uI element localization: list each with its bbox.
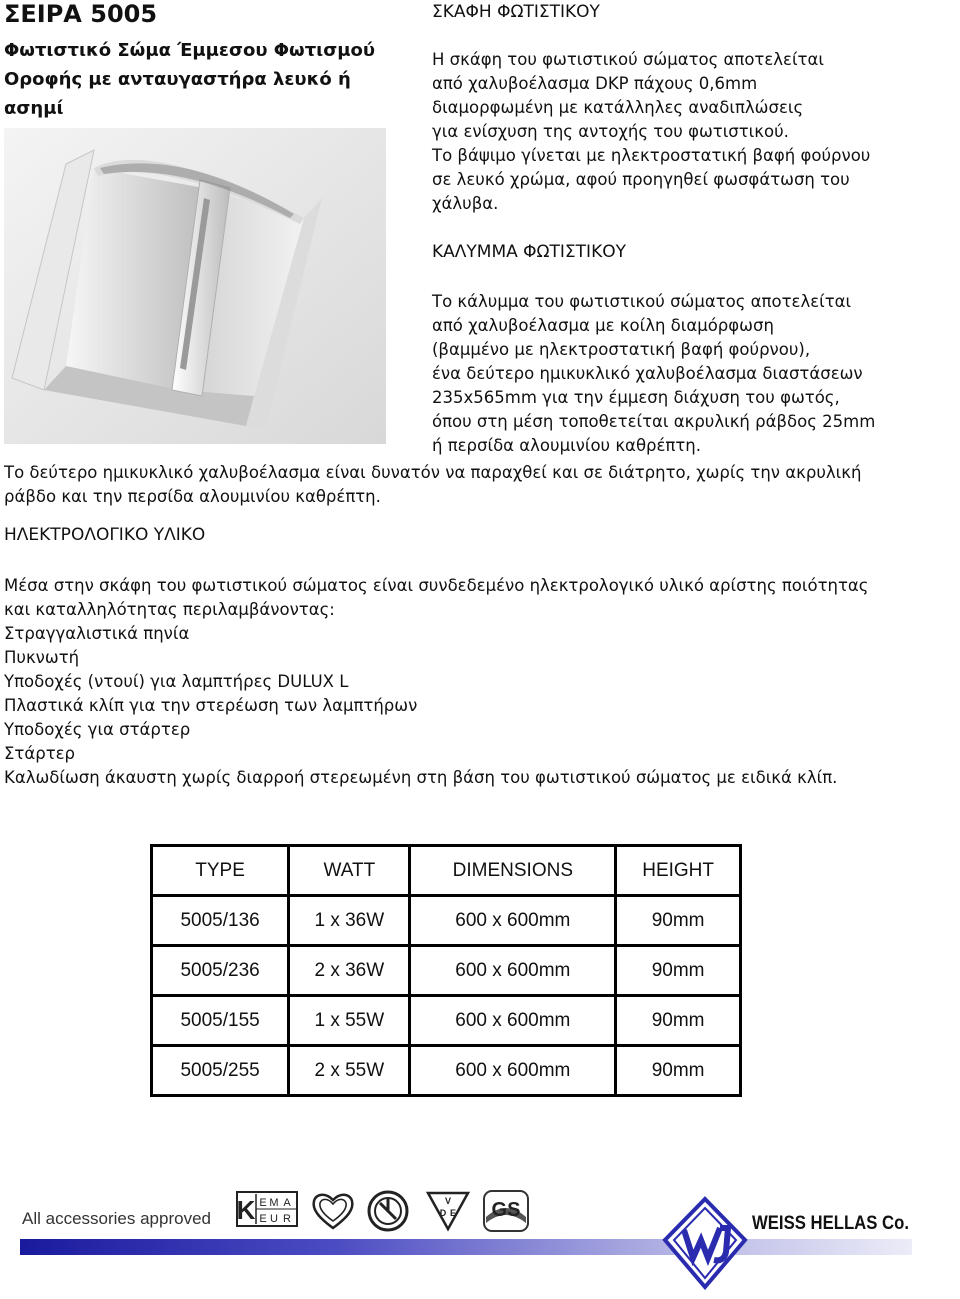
- cell-height: 90mm: [616, 946, 741, 996]
- cell-watt: 1 x 55W: [289, 996, 410, 1046]
- list-item: Υποδοχές (ντουί) για λαμπτήρες DULUX L: [4, 672, 349, 691]
- column-header-watt: WATT: [289, 846, 410, 896]
- perforated-note: [4, 461, 960, 509]
- kema-letter: K: [236, 1195, 256, 1225]
- round-cert-icon: [366, 1189, 410, 1233]
- cover-section-text: [432, 290, 952, 458]
- kema-letter: A: [283, 1197, 291, 1209]
- kema-letter: U: [270, 1213, 278, 1225]
- page-title: ΣΕΙΡΑ 5005: [4, 0, 158, 28]
- cell-height: 90mm: [616, 896, 741, 946]
- text-line: χάλυβα.: [432, 194, 499, 213]
- table-row: [152, 996, 741, 1046]
- column-header-dimensions: DIMENSIONS: [410, 846, 616, 896]
- list-item: Υποδοχές για στάρτερ: [4, 720, 191, 739]
- kema-logo: [236, 1191, 298, 1227]
- cell-type: 5005/255: [152, 1046, 289, 1096]
- gs-cert-icon: [482, 1189, 530, 1233]
- vde-cert-icon: [424, 1189, 472, 1233]
- cell-dimensions: 600 x 600mm: [410, 946, 616, 996]
- cover-section-heading: ΚΑΛΥΜΜΑ ΦΩΤΙΣΤΙΚΟΥ: [432, 242, 626, 262]
- footer-gradient-bar: [20, 1239, 912, 1255]
- text-line: ένα δεύτερο ημικυκλικό χαλυβοέλασμα διαστάσεων: [432, 364, 863, 383]
- list-item: Πλαστικά κλίπ για την στερέωση των λαμπτήρων: [4, 696, 418, 715]
- cell-watt: 2 x 36W: [289, 946, 410, 996]
- approval-text: All accessories approved: [22, 1209, 211, 1228]
- table-header-row: [152, 846, 741, 896]
- brand-name: WEISS HELLAS Co.: [752, 1213, 909, 1234]
- text-line: ράβδο και την περσίδα αλουμινίου καθρέπτη.: [4, 487, 381, 506]
- cell-dimensions: 600 x 600mm: [410, 896, 616, 946]
- cell-height: 90mm: [616, 996, 741, 1046]
- list-item: Στραγγαλιστικά πηνία: [4, 624, 190, 643]
- product-subtitle: Φωτιστικό Σώμα Έμμεσου Φωτισμού Οροφής με ανταυγαστήρα λευκό ή ασημί: [4, 40, 375, 119]
- body-section-text: [432, 48, 952, 216]
- text-line: Το κάλυμμα του φωτιστικού σώματος αποτελείται: [432, 292, 852, 311]
- text-line: για ενίσχυση της αντοχής του φωτιστικού.: [432, 122, 789, 141]
- spec-table: [150, 844, 742, 1097]
- list-item: Στάρτερ: [4, 744, 76, 763]
- electrical-section-heading: ΗΛΕΚΤΡΟΛΟΓΙΚΟ ΥΛΙΚΟ: [4, 525, 206, 545]
- kema-letter: R: [283, 1213, 291, 1225]
- vde-letter: D: [439, 1208, 447, 1218]
- text-line: όπου στη μέση τοποθετείται ακρυλική ράβδος 25mm: [432, 412, 876, 431]
- cell-dimensions: 600 x 600mm: [410, 1046, 616, 1096]
- text-line: διαμορφωμένη με κατάλληλες αναδιπλώσεις: [432, 98, 804, 117]
- text-line: από χαλυβοέλασμα DKP πάχους 0,6mm: [432, 74, 758, 93]
- column-header-type: TYPE: [152, 846, 289, 896]
- kema-letter: E: [259, 1213, 267, 1225]
- kema-letter: E: [259, 1197, 267, 1209]
- text-line: 235x565mm για την έμμεση διάχυση του φωτός,: [432, 388, 840, 407]
- column-header-height: HEIGHT: [616, 846, 741, 896]
- list-item: Πυκνωτή: [4, 648, 80, 667]
- vde-letter: E: [449, 1208, 457, 1218]
- text-line: (βαμμένο με ηλεκτροστατική βαφή φούρνου),: [432, 340, 811, 359]
- text-line: από χαλυβοέλασμα με κοίλη διαμόρφωση: [432, 316, 774, 335]
- text-line: σε λευκό χρώμα, αφού προηγηθεί φωσφάτωση του: [432, 170, 850, 189]
- table-row: [152, 946, 741, 996]
- cell-watt: 2 x 55W: [289, 1046, 410, 1096]
- text-line: Η σκάφη του φωτιστικού σώματος αποτελείται: [432, 50, 824, 69]
- vde-letter: V: [444, 1196, 452, 1206]
- cell-type: 5005/236: [152, 946, 289, 996]
- gs-letters: GS: [491, 1199, 521, 1221]
- cell-height: 90mm: [616, 1046, 741, 1096]
- cell-dimensions: 600 x 600mm: [410, 996, 616, 1046]
- cell-type: 5005/136: [152, 896, 289, 946]
- heart-cert-icon: [310, 1191, 356, 1231]
- kema-letter: M: [269, 1197, 279, 1209]
- product-photo: [4, 128, 386, 444]
- text-line: Το δεύτερο ημικυκλικό χαλυβοέλασμα είναι δυνατόν να παραχθεί και σε διάτρητο, χωρίς την ακρυλική: [4, 463, 862, 482]
- body-section-heading: ΣΚΑΦΗ ΦΩΤΙΣΤΙΚΟΥ: [432, 2, 600, 22]
- text-line: και καταλληλότητας περιλαμβάνοντας:: [4, 600, 335, 619]
- table-row: [152, 896, 741, 946]
- cell-watt: 1 x 36W: [289, 896, 410, 946]
- text-line: ή περσίδα αλουμινίου καθρέπτη.: [432, 436, 701, 455]
- table-row: [152, 1046, 741, 1096]
- electrical-section-text: [4, 574, 960, 790]
- text-line: Το βάψιμο γίνεται με ηλεκτροστατική βαφή φούρνου: [432, 146, 871, 165]
- list-item: Καλωδίωση άκαυστη χωρίς διαρροή στερεωμένη στη βάση του φωτιστικού σώματος με ειδικά κλίπ.: [4, 768, 838, 787]
- weiss-hellas-logo-icon: [662, 1196, 748, 1290]
- cell-type: 5005/155: [152, 996, 289, 1046]
- text-line: Μέσα στην σκάφη του φωτιστικού σώματος είναι συνδεδεμένο ηλεκτρολογικό υλικό αρίστης ποιότητας: [4, 576, 869, 595]
